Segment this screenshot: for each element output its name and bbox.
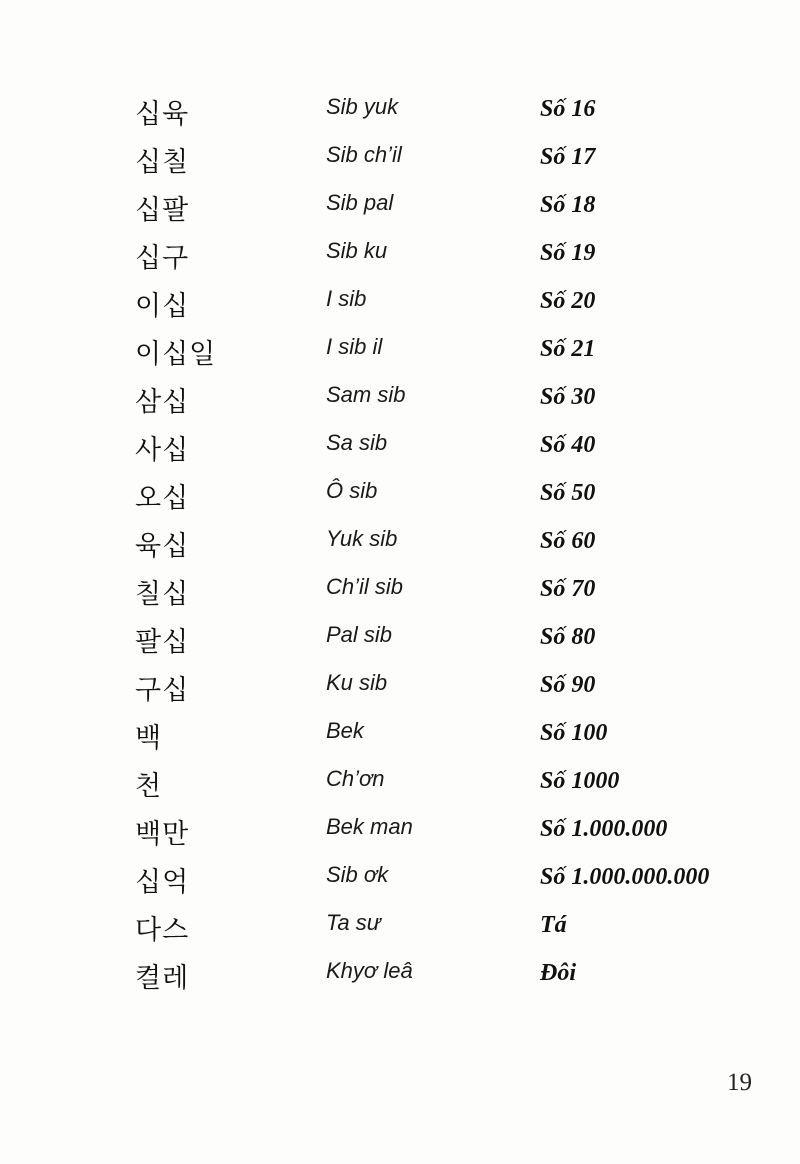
vocab-row (0, 616, 800, 664)
vietnamese-meaning: Số 17 (540, 144, 596, 170)
vietnamese-meaning: Số 16 (540, 96, 596, 122)
vietnamese-meaning: Số 50 (540, 480, 596, 506)
romanization: Khyơ leâ (326, 958, 413, 983)
romanization: Bek man (326, 814, 413, 839)
korean-word: 사십 (135, 435, 190, 466)
korean-word: 백 (135, 723, 163, 754)
vietnamese-meaning: Số 40 (540, 432, 596, 458)
vietnamese-meaning: Số 1.000.000 (540, 816, 668, 842)
vietnamese-meaning: Số 20 (540, 288, 596, 314)
page-number: 19 (727, 1069, 752, 1096)
romanization: Sib ku (326, 238, 388, 263)
romanization: Pal sib (326, 622, 393, 647)
vocab-row (0, 232, 800, 280)
korean-word: 삼십 (135, 387, 190, 418)
romanization: Sib ơk (326, 862, 389, 887)
korean-word: 다스 (135, 915, 190, 946)
vietnamese-meaning: Tá (540, 912, 567, 938)
vietnamese-meaning: Số 21 (540, 336, 596, 362)
romanization: Sib pal (326, 190, 394, 215)
korean-word: 십구 (135, 243, 190, 274)
vocab-row (0, 664, 800, 712)
romanization: Ku sib (326, 670, 388, 695)
vocab-row (0, 712, 800, 760)
romanization: Sa sib (326, 430, 388, 455)
vocab-row (0, 424, 800, 472)
korean-word: 칠십 (135, 579, 190, 610)
vietnamese-meaning: Số 1000 (540, 768, 620, 794)
vietnamese-meaning: Số 30 (540, 384, 596, 410)
vietnamese-meaning: Số 70 (540, 576, 596, 602)
romanization: Ta sư (326, 910, 381, 935)
vocab-row (0, 328, 800, 376)
romanization: Sib yuk (326, 94, 399, 119)
vocab-row (0, 520, 800, 568)
vocab-row (0, 136, 800, 184)
vocab-row (0, 376, 800, 424)
vocab-row (0, 952, 800, 1000)
vocabulary-list (0, 88, 800, 1000)
vietnamese-meaning: Số 19 (540, 240, 596, 266)
korean-word: 십팔 (135, 195, 190, 226)
vocab-row (0, 88, 800, 136)
korean-word: 오십 (135, 483, 190, 514)
vietnamese-meaning: Số 100 (540, 720, 608, 746)
korean-word: 십칠 (135, 147, 190, 178)
korean-word: 십억 (135, 867, 190, 898)
vocab-row (0, 568, 800, 616)
korean-word: 켤레 (135, 963, 190, 994)
romanization: Sam sib (326, 382, 406, 407)
vietnamese-meaning: Số 1.000.000.000 (540, 864, 710, 890)
korean-word: 십육 (135, 99, 190, 130)
korean-word: 백만 (135, 819, 190, 850)
vocab-row (0, 808, 800, 856)
romanization: Ch’il sib (326, 574, 404, 599)
romanization: Sib ch’il (326, 142, 402, 167)
vocab-row (0, 280, 800, 328)
vietnamese-meaning: Đôi (540, 960, 576, 986)
vietnamese-meaning: Số 60 (540, 528, 596, 554)
vietnamese-meaning: Số 18 (540, 192, 596, 218)
vietnamese-meaning: Số 80 (540, 624, 596, 650)
romanization: I sib (326, 286, 367, 311)
korean-word: 천 (135, 771, 163, 802)
romanization: Bek (326, 718, 364, 743)
korean-word: 육십 (135, 531, 190, 562)
korean-word: 이십 (135, 291, 190, 322)
korean-word: 팔십 (135, 627, 190, 658)
vocab-row (0, 760, 800, 808)
romanization: I sib il (326, 334, 383, 359)
vocab-row (0, 472, 800, 520)
vocab-row (0, 856, 800, 904)
vocab-row (0, 904, 800, 952)
vietnamese-meaning: Số 90 (540, 672, 596, 698)
vocab-row (0, 184, 800, 232)
korean-word: 구십 (135, 675, 190, 706)
romanization: Ô sib (326, 478, 378, 503)
korean-word: 이십일 (135, 339, 217, 370)
romanization: Yuk sib (326, 526, 398, 551)
romanization: Ch’ơn (326, 766, 385, 791)
